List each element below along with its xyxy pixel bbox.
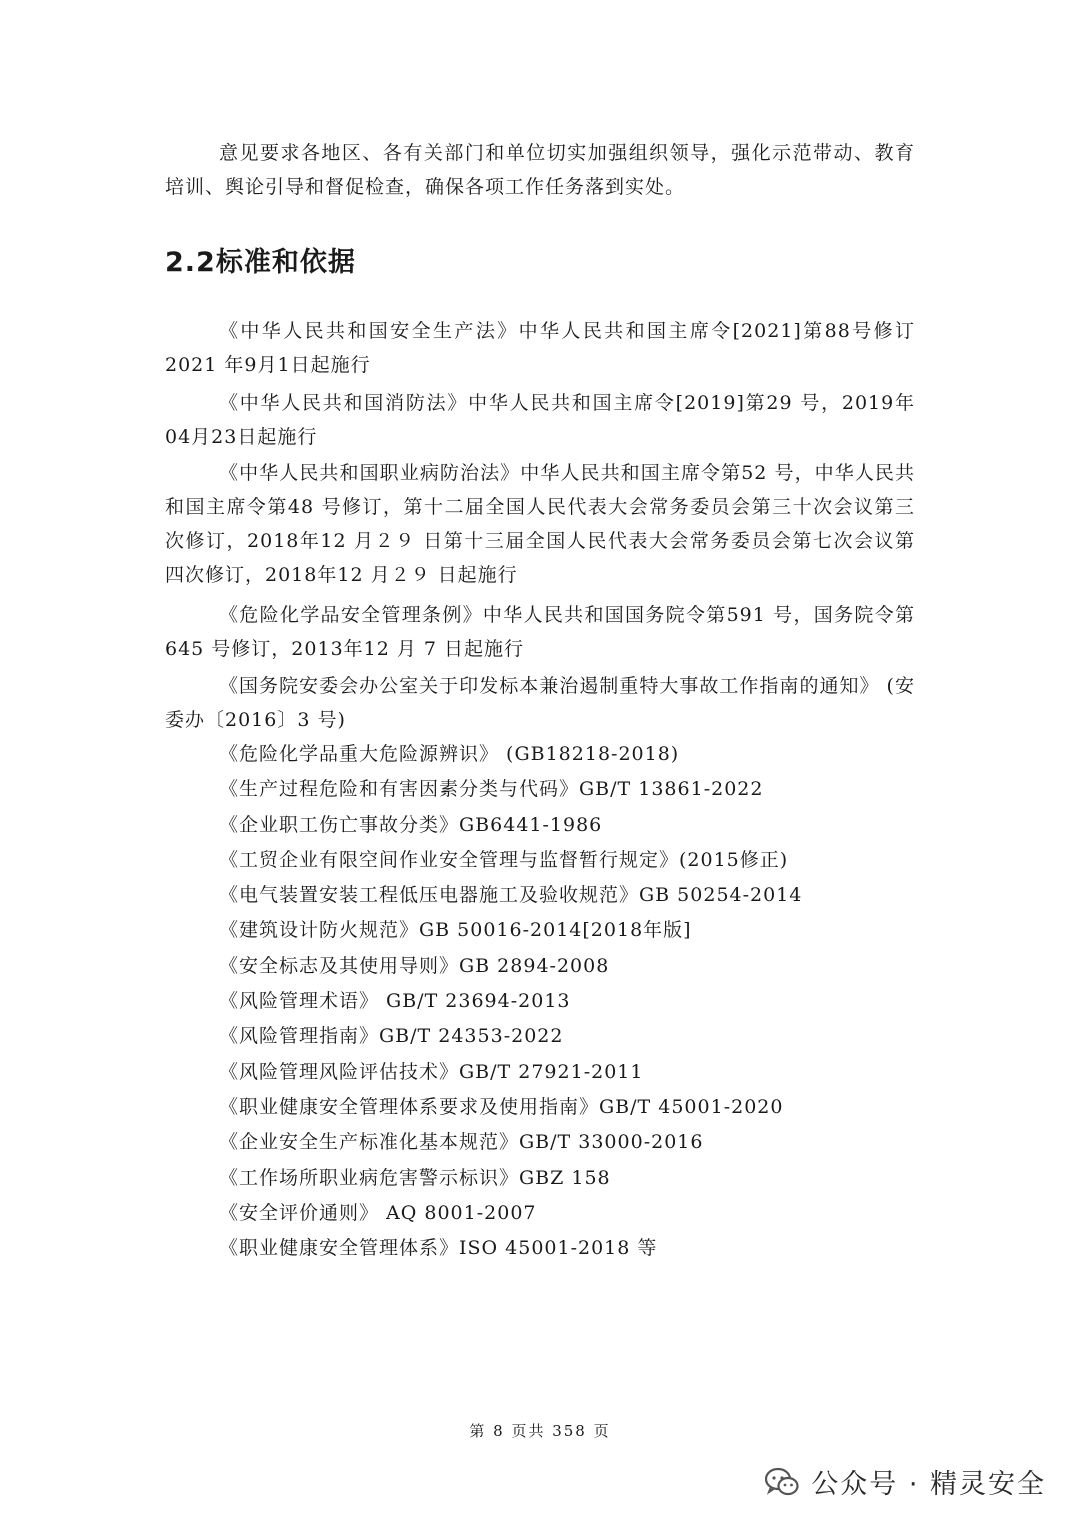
intro-paragraph: 意见要求各地区、各有关部门和单位切实加强组织领导，强化示范带动、教育培训、舆论引导和督促检查，确保各项工作任务落到实处。	[165, 142, 915, 198]
standards-list	[219, 737, 802, 1266]
standard-item: 《企业安全生产标准化基本规范》GB/T 33000-2016	[219, 1131, 704, 1154]
standard-item: 《安全评价通则》 AQ 8001-2007	[219, 1201, 537, 1224]
section-heading: 2.2标准和依据	[165, 247, 356, 278]
standard-item: 《危险化学品重大危险源辨识》 (GB18218-2018)	[219, 743, 680, 765]
law-item: 《中华人民共和国消防法》中华人民共和国主席令[2019]第29 号，2019年04月23日起施行	[165, 392, 915, 448]
law-item: 《危险化学品安全管理条例》中华人民共和国国务院令第591 号，国务院令第645 号修订，2013年12 月 7 日起施行	[165, 604, 915, 660]
standard-item: 《安全标志及其使用导则》GB 2894-2008	[219, 954, 610, 977]
standard-item: 《建筑设计防火规范》GB 50016-2014[2018年版]	[219, 919, 692, 942]
watermark-text: 公众号 · 精灵安全	[811, 1469, 1046, 1500]
law-item: 《中华人民共和国职业病防治法》中华人民共和国主席令第52 号，中华人民共和国主席令第48 号修订，第十二届全国人民代表大会常务委员会第三十次会议第三次修订，2018年12 月２９ 日第十三届全国人民代表大会常务委员会第七次会议第四次修订，2018年12 月２９ 日起施行	[165, 462, 915, 586]
standard-item: 《风险管理风险评估技术》GB/T 27921-2011	[219, 1060, 644, 1083]
standard-item: 《工作场所职业病危害警示标识》GBZ 158	[219, 1166, 611, 1189]
standard-item: 《风险管理术语》 GB/T 23694-2013	[219, 990, 571, 1013]
standard-item: 《电气装置安装工程低压电器施工及验收规范》GB 50254-2014	[219, 884, 803, 907]
standard-item: 《职业健康安全管理体系》ISO 45001-2018 等	[219, 1237, 658, 1260]
standard-item: 《风险管理指南》GB/T 24353-2022	[219, 1025, 564, 1048]
standard-item: 《工贸企业有限空间作业安全管理与监督暂行规定》(2015修正)	[219, 848, 789, 871]
standard-item: 《生产过程危险和有害因素分类与代码》GB/T 13861-2022	[219, 778, 764, 801]
standard-item: 《职业健康安全管理体系要求及使用指南》GB/T 45001-2020	[219, 1095, 784, 1118]
page-number: 第 8 页共 358 页	[469, 1422, 611, 1440]
watermark	[765, 1462, 1046, 1501]
standard-item: 《企业职工伤亡事故分类》GB6441-1986	[219, 813, 603, 836]
wechat-icon	[765, 1467, 799, 1497]
law-item: 《中华人民共和国安全生产法》中华人民共和国主席令[2021]第88号修订 2021 年9月1日起施行	[165, 320, 915, 376]
law-item: 《国务院安委会办公室关于印发标本兼治遏制重特大事故工作指南的通知》 (安委办〔2016〕3 号)	[165, 675, 915, 731]
